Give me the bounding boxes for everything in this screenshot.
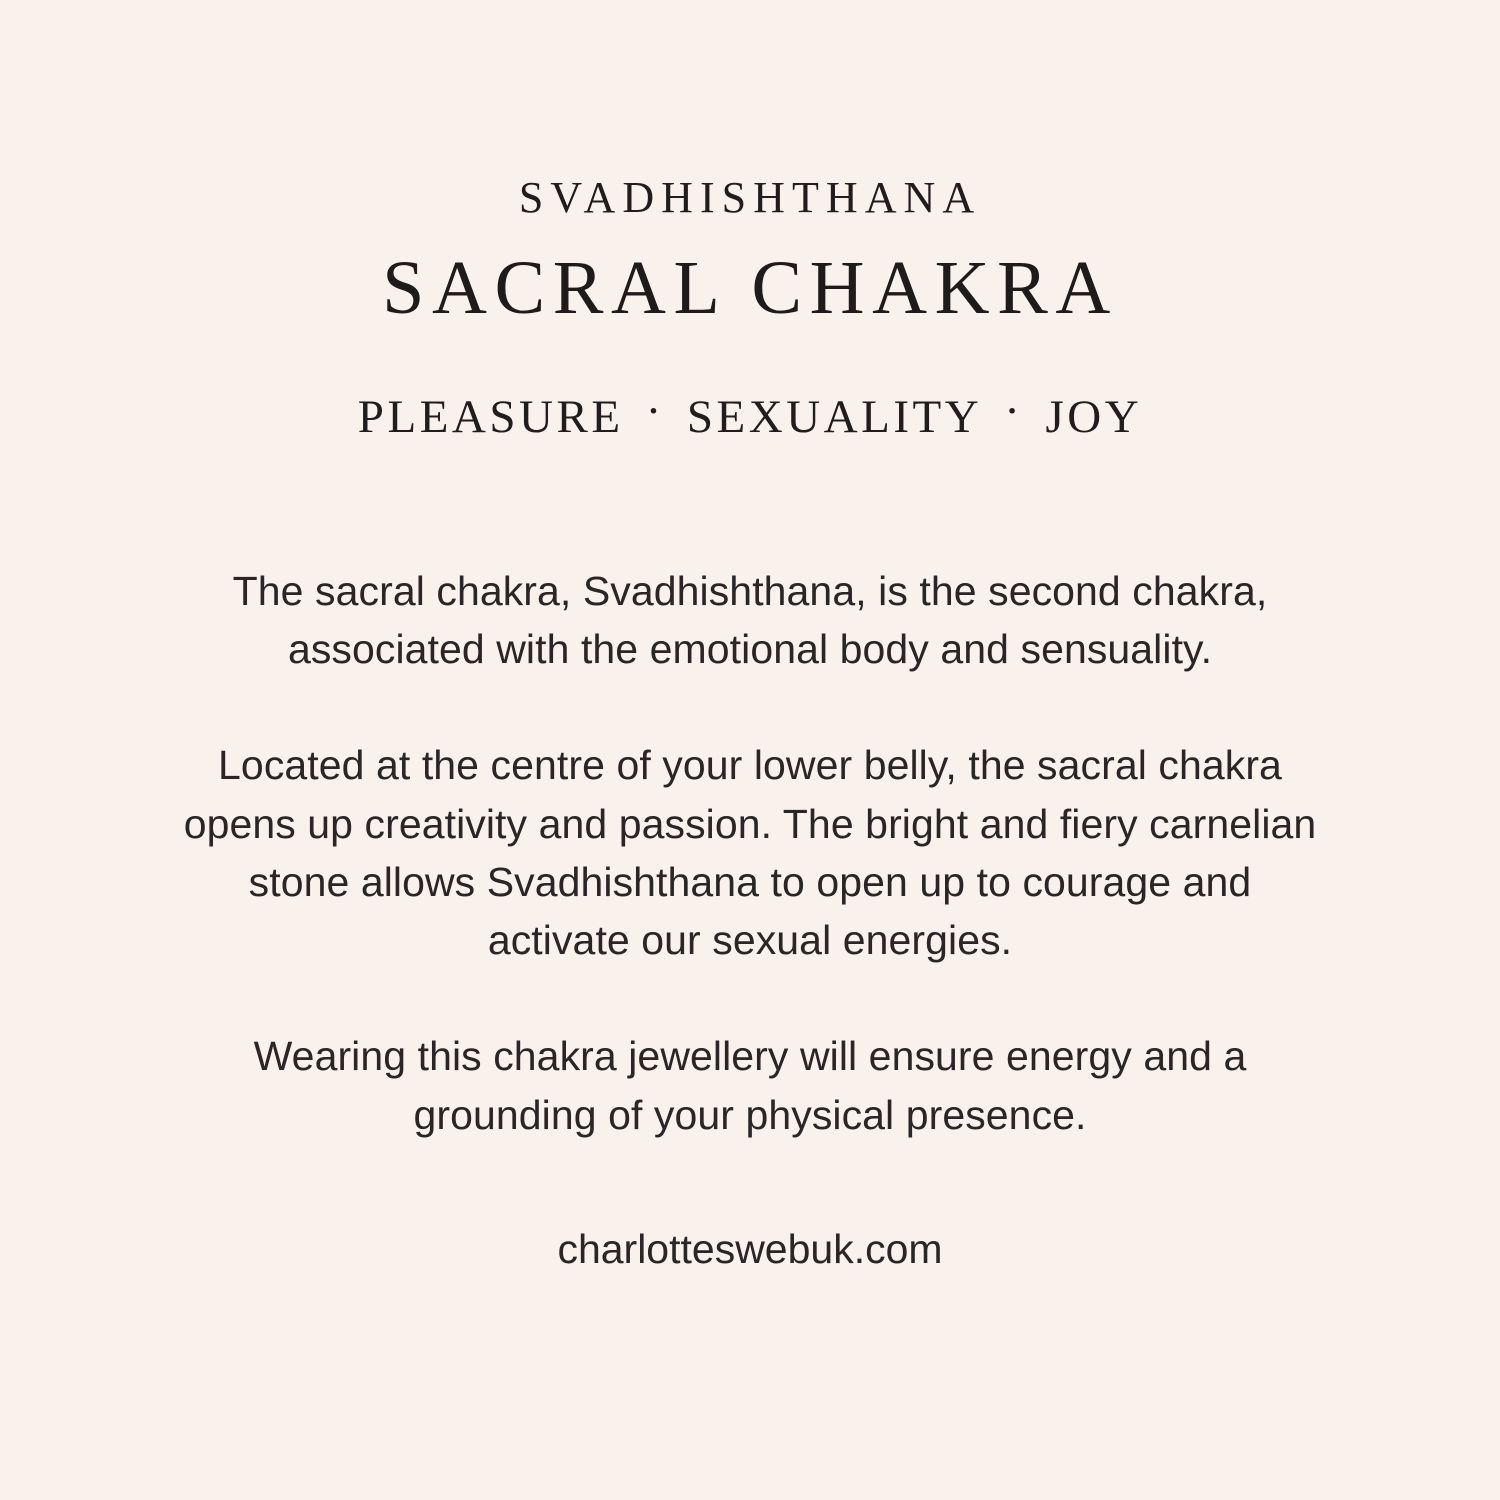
keyword-joy: JOY — [1045, 391, 1143, 443]
description-paragraph-3: Wearing this chakra jewellery will ensure energy and a grounding of your physical presence. — [253, 1033, 1247, 1138]
keywords-line — [160, 385, 1340, 444]
keyword-pleasure: PLEASURE — [357, 391, 624, 443]
description-paragraph-1: The sacral chakra, Svadhishthana, is the second chakra, associated with the emotional body and sensuality. — [232, 568, 1268, 673]
sanskrit-name-heading: SVADHISHTHANA — [518, 173, 982, 222]
card-content — [160, 0, 1340, 1273]
website-url: charlotteswebuk.com — [557, 1225, 943, 1272]
dot-separator: · — [645, 385, 665, 437]
page-title: SACRAL CHAKRA — [382, 246, 1118, 330]
keyword-sexuality: SEXUALITY — [686, 391, 983, 443]
dot-separator: · — [1004, 385, 1024, 437]
description-text — [180, 562, 1320, 1144]
description-paragraph-2: Located at the centre of your lower belly, the sacral chakra opens up creativity and passion. The bright and fiery carnelian stone allows Svadhishthana to open up to courage and activate our sexual energies. — [183, 742, 1317, 964]
